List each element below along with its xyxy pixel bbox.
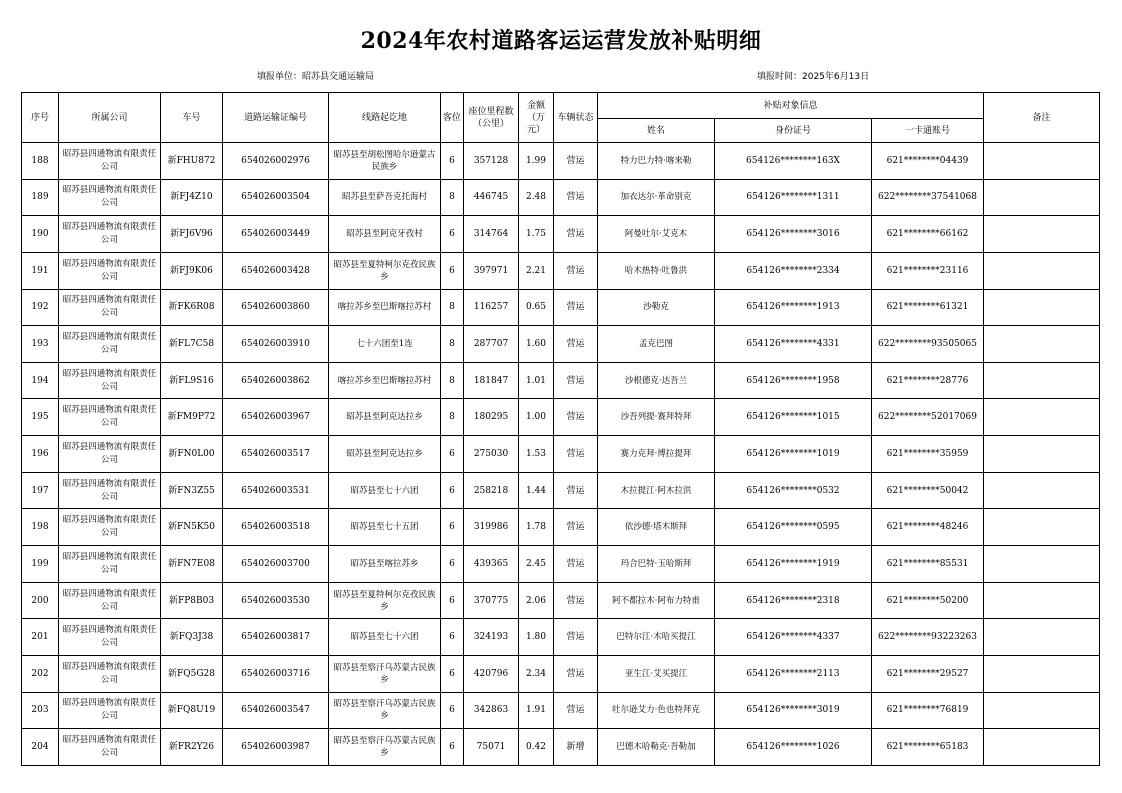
cell-remark (984, 729, 1100, 766)
cell-name: 吐尔逊艾力·色也特拜克 (598, 692, 715, 729)
cell-mileage: 342863 (464, 692, 519, 729)
cell-route: 昭苏县至阿克达拉乡 (329, 399, 441, 436)
cell-status: 营运 (554, 179, 598, 216)
cell-id: 654126********4337 (715, 619, 872, 656)
cell-id: 654126********0532 (715, 472, 872, 509)
cell-name: 孟克巴图 (598, 326, 715, 363)
header-id: 身份证号 (715, 119, 872, 143)
cell-remark (984, 509, 1100, 546)
cell-seq: 188 (22, 143, 59, 180)
cell-plate: 新FN0L00 (161, 436, 223, 473)
cell-permit: 654026003428 (223, 252, 329, 289)
cell-company: 昭苏县四通物流有限责任公司 (59, 179, 161, 216)
cell-status: 营运 (554, 619, 598, 656)
cell-amount: 1.91 (519, 692, 554, 729)
cell-status: 营运 (554, 692, 598, 729)
table-row (22, 326, 1100, 363)
cell-remark (984, 472, 1100, 509)
cell-seq: 195 (22, 399, 59, 436)
cell-account: 621********50042 (872, 472, 984, 509)
cell-company: 昭苏县四通物流有限责任公司 (59, 692, 161, 729)
table-row (22, 216, 1100, 253)
cell-permit: 654026003716 (223, 655, 329, 692)
cell-company: 昭苏县四通物流有限责任公司 (59, 655, 161, 692)
cell-id: 654126********0595 (715, 509, 872, 546)
cell-route: 喀拉苏乡至巴斯喀拉苏村 (329, 362, 441, 399)
cell-seq: 197 (22, 472, 59, 509)
table-row (22, 655, 1100, 692)
cell-seats: 6 (441, 729, 464, 766)
cell-name: 阿不都拉木·阿布力特甫 (598, 582, 715, 619)
cell-route: 昭苏县至胡松图哈尔逊蒙古民族乡 (329, 143, 441, 180)
cell-name: 玛合巴特·玉哈斯拜 (598, 546, 715, 583)
cell-company: 昭苏县四通物流有限责任公司 (59, 362, 161, 399)
cell-seats: 6 (441, 509, 464, 546)
cell-remark (984, 546, 1100, 583)
cell-account: 621********48246 (872, 509, 984, 546)
cell-seq: 194 (22, 362, 59, 399)
cell-mileage: 370775 (464, 582, 519, 619)
cell-permit: 654026003547 (223, 692, 329, 729)
cell-remark (984, 582, 1100, 619)
table-row (22, 143, 1100, 180)
cell-seq: 189 (22, 179, 59, 216)
cell-plate: 新FP8B03 (161, 582, 223, 619)
cell-seats: 6 (441, 655, 464, 692)
cell-plate: 新FQ8U19 (161, 692, 223, 729)
table-row (22, 729, 1100, 766)
cell-id: 654126********2318 (715, 582, 872, 619)
cell-mileage: 420796 (464, 655, 519, 692)
cell-id: 654126********4331 (715, 326, 872, 363)
cell-seq: 198 (22, 509, 59, 546)
cell-mileage: 180295 (464, 399, 519, 436)
cell-route: 昭苏县至七十五团 (329, 509, 441, 546)
cell-permit: 654026003700 (223, 546, 329, 583)
cell-name: 亚生江·艾买提江 (598, 655, 715, 692)
cell-seats: 6 (441, 546, 464, 583)
cell-seq: 192 (22, 289, 59, 326)
cell-id: 654126********3019 (715, 692, 872, 729)
cell-seq: 191 (22, 252, 59, 289)
table-row (22, 546, 1100, 583)
cell-route: 喀拉苏乡至巴斯喀拉苏村 (329, 289, 441, 326)
cell-seq: 204 (22, 729, 59, 766)
cell-seq: 201 (22, 619, 59, 656)
cell-seq: 196 (22, 436, 59, 473)
cell-id: 654126********1311 (715, 179, 872, 216)
header-permit: 道路运输证编号 (223, 93, 329, 143)
cell-plate: 新FQ5G28 (161, 655, 223, 692)
cell-remark (984, 216, 1100, 253)
cell-status: 营运 (554, 362, 598, 399)
cell-route: 昭苏县至夏特柯尔克孜民族乡 (329, 252, 441, 289)
cell-amount: 2.34 (519, 655, 554, 692)
cell-account: 621********61321 (872, 289, 984, 326)
cell-mileage: 116257 (464, 289, 519, 326)
cell-seats: 6 (441, 216, 464, 253)
cell-route: 昭苏县至阿克牙孜村 (329, 216, 441, 253)
header-account: 一卡通账号 (872, 119, 984, 143)
cell-plate: 新FK6R08 (161, 289, 223, 326)
cell-id: 654126********1019 (715, 436, 872, 473)
cell-name: 加衣达尔·革命别克 (598, 179, 715, 216)
table-row (22, 692, 1100, 729)
cell-account: 621********76819 (872, 692, 984, 729)
header-recipient: 补贴对象信息 (598, 93, 984, 119)
cell-seq: 193 (22, 326, 59, 363)
reporting-unit: 填报单位：昭苏县交通运输局 (257, 72, 375, 82)
cell-seq: 200 (22, 582, 59, 619)
cell-id: 654126********1026 (715, 729, 872, 766)
table-row (22, 179, 1100, 216)
cell-company: 昭苏县四通物流有限责任公司 (59, 436, 161, 473)
cell-company: 昭苏县四通物流有限责任公司 (59, 619, 161, 656)
cell-route: 昭苏县至七十六团 (329, 472, 441, 509)
cell-account: 621********29527 (872, 655, 984, 692)
table-row (22, 252, 1100, 289)
table-row (22, 509, 1100, 546)
header-remark: 备注 (984, 93, 1100, 143)
cell-company: 昭苏县四通物流有限责任公司 (59, 582, 161, 619)
cell-company: 昭苏县四通物流有限责任公司 (59, 472, 161, 509)
cell-amount: 1.44 (519, 472, 554, 509)
cell-permit: 654026003967 (223, 399, 329, 436)
cell-permit: 654026003817 (223, 619, 329, 656)
cell-status: 营运 (554, 582, 598, 619)
cell-mileage: 446745 (464, 179, 519, 216)
cell-name: 沙根德克·达吾兰 (598, 362, 715, 399)
cell-id: 654126********1015 (715, 399, 872, 436)
cell-route: 昭苏县至萨吾克托海村 (329, 179, 441, 216)
cell-account: 621********23116 (872, 252, 984, 289)
header-mileage: 座位里程数（公里） (464, 93, 519, 143)
cell-amount: 2.21 (519, 252, 554, 289)
cell-company: 昭苏县四通物流有限责任公司 (59, 143, 161, 180)
header-plate: 车号 (161, 93, 223, 143)
cell-route: 昭苏县至阿克达拉乡 (329, 436, 441, 473)
cell-status: 营运 (554, 326, 598, 363)
cell-status: 营运 (554, 509, 598, 546)
table-body (22, 143, 1100, 766)
cell-mileage: 397971 (464, 252, 519, 289)
subsidy-table (21, 92, 1100, 766)
cell-seats: 6 (441, 582, 464, 619)
cell-permit: 654026003504 (223, 179, 329, 216)
cell-amount: 1.01 (519, 362, 554, 399)
cell-seats: 8 (441, 399, 464, 436)
cell-company: 昭苏县四通物流有限责任公司 (59, 289, 161, 326)
cell-company: 昭苏县四通物流有限责任公司 (59, 546, 161, 583)
cell-amount: 0.42 (519, 729, 554, 766)
cell-mileage: 357128 (464, 143, 519, 180)
cell-route: 昭苏县至察汗乌苏蒙古民族乡 (329, 655, 441, 692)
cell-id: 654126********1913 (715, 289, 872, 326)
cell-plate: 新FN3Z55 (161, 472, 223, 509)
cell-id: 654126********163X (715, 143, 872, 180)
cell-seats: 6 (441, 692, 464, 729)
cell-company: 昭苏县四通物流有限责任公司 (59, 399, 161, 436)
cell-status: 营运 (554, 436, 598, 473)
cell-remark (984, 399, 1100, 436)
cell-status: 营运 (554, 399, 598, 436)
cell-plate: 新FL9S16 (161, 362, 223, 399)
cell-status: 营运 (554, 289, 598, 326)
cell-company: 昭苏县四通物流有限责任公司 (59, 729, 161, 766)
header-seq: 序号 (22, 93, 59, 143)
cell-remark (984, 619, 1100, 656)
table-row (22, 362, 1100, 399)
cell-remark (984, 436, 1100, 473)
cell-permit: 654026002976 (223, 143, 329, 180)
cell-plate: 新FQ3J38 (161, 619, 223, 656)
cell-account: 621********66162 (872, 216, 984, 253)
cell-account: 621********35959 (872, 436, 984, 473)
page-title: 2024年农村道路客运运营发放补贴明细 (360, 28, 762, 54)
table-row (22, 619, 1100, 656)
cell-seats: 8 (441, 326, 464, 363)
header-status: 车辆状态 (554, 93, 598, 143)
cell-company: 昭苏县四通物流有限责任公司 (59, 326, 161, 363)
cell-status: 新增 (554, 729, 598, 766)
header-route: 线路起讫地 (329, 93, 441, 143)
cell-seq: 203 (22, 692, 59, 729)
cell-seats: 6 (441, 143, 464, 180)
cell-remark (984, 289, 1100, 326)
header-name: 姓名 (598, 119, 715, 143)
cell-name: 沙勒克 (598, 289, 715, 326)
cell-permit: 654026003517 (223, 436, 329, 473)
cell-route: 昭苏县至察汗乌苏蒙古民族乡 (329, 729, 441, 766)
cell-permit: 654026003530 (223, 582, 329, 619)
cell-name: 沙吾列提·赛拜特拜 (598, 399, 715, 436)
header-company: 所属公司 (59, 93, 161, 143)
cell-permit: 654026003862 (223, 362, 329, 399)
cell-mileage: 319986 (464, 509, 519, 546)
cell-status: 营运 (554, 216, 598, 253)
cell-name: 木拉提江·阿木拉洪 (598, 472, 715, 509)
cell-mileage: 75071 (464, 729, 519, 766)
cell-company: 昭苏县四通物流有限责任公司 (59, 509, 161, 546)
cell-remark (984, 143, 1100, 180)
reporting-date: 填报时间：2025年6月13日 (757, 72, 870, 82)
cell-plate: 新FJ9K06 (161, 252, 223, 289)
cell-id: 654126********2334 (715, 252, 872, 289)
cell-remark (984, 692, 1100, 729)
cell-name: 巴德木哈勒克·吾勒加 (598, 729, 715, 766)
cell-name: 特力巴力特·喀来勒 (598, 143, 715, 180)
cell-amount: 2.06 (519, 582, 554, 619)
cell-name: 依沙德·塔木斯拜 (598, 509, 715, 546)
cell-seats: 8 (441, 289, 464, 326)
cell-mileage: 275030 (464, 436, 519, 473)
cell-status: 营运 (554, 252, 598, 289)
cell-permit: 654026003910 (223, 326, 329, 363)
cell-mileage: 287707 (464, 326, 519, 363)
cell-permit: 654026003860 (223, 289, 329, 326)
cell-status: 营运 (554, 655, 598, 692)
cell-seats: 6 (441, 619, 464, 656)
cell-mileage: 258218 (464, 472, 519, 509)
cell-account: 621********04439 (872, 143, 984, 180)
cell-route: 昭苏县至察汗乌苏蒙古民族乡 (329, 692, 441, 729)
cell-account: 621********28776 (872, 362, 984, 399)
cell-amount: 1.00 (519, 399, 554, 436)
cell-amount: 1.80 (519, 619, 554, 656)
cell-route: 昭苏县至夏特柯尔克孜民族乡 (329, 582, 441, 619)
header-seats: 客位 (441, 93, 464, 143)
cell-seq: 199 (22, 546, 59, 583)
cell-account: 622********52017069 (872, 399, 984, 436)
cell-amount: 1.75 (519, 216, 554, 253)
cell-mileage: 314764 (464, 216, 519, 253)
cell-plate: 新FN7E08 (161, 546, 223, 583)
cell-amount: 2.48 (519, 179, 554, 216)
cell-remark (984, 179, 1100, 216)
cell-name: 巴特尔江·木哈买提江 (598, 619, 715, 656)
cell-remark (984, 655, 1100, 692)
cell-company: 昭苏县四通物流有限责任公司 (59, 252, 161, 289)
table-row (22, 582, 1100, 619)
cell-permit: 654026003518 (223, 509, 329, 546)
cell-route: 七十六团至1连 (329, 326, 441, 363)
cell-remark (984, 252, 1100, 289)
table-row (22, 436, 1100, 473)
cell-id: 654126********1919 (715, 546, 872, 583)
table-row (22, 289, 1100, 326)
cell-account: 621********85531 (872, 546, 984, 583)
cell-id: 654126********3016 (715, 216, 872, 253)
cell-mileage: 324193 (464, 619, 519, 656)
cell-amount: 0.65 (519, 289, 554, 326)
cell-seats: 8 (441, 179, 464, 216)
cell-permit: 654026003987 (223, 729, 329, 766)
cell-amount: 1.78 (519, 509, 554, 546)
cell-name: 哈木热特·吐鲁洪 (598, 252, 715, 289)
cell-plate: 新FJ4Z10 (161, 179, 223, 216)
cell-route: 昭苏县至喀拉苏乡 (329, 546, 441, 583)
table-row (22, 399, 1100, 436)
cell-account: 621********50200 (872, 582, 984, 619)
cell-seats: 8 (441, 362, 464, 399)
cell-plate: 新FR2Y26 (161, 729, 223, 766)
cell-route: 昭苏县至七十六团 (329, 619, 441, 656)
cell-plate: 新FL7C58 (161, 326, 223, 363)
cell-account: 622********93505065 (872, 326, 984, 363)
cell-status: 营运 (554, 143, 598, 180)
cell-account: 622********37541068 (872, 179, 984, 216)
cell-amount: 1.53 (519, 436, 554, 473)
cell-id: 654126********1958 (715, 362, 872, 399)
cell-mileage: 181847 (464, 362, 519, 399)
table-row (22, 472, 1100, 509)
cell-amount: 2.45 (519, 546, 554, 583)
cell-permit: 654026003531 (223, 472, 329, 509)
cell-seq: 202 (22, 655, 59, 692)
cell-name: 赛力克拜·博拉提拜 (598, 436, 715, 473)
cell-company: 昭苏县四通物流有限责任公司 (59, 216, 161, 253)
cell-mileage: 439365 (464, 546, 519, 583)
cell-plate: 新FHU872 (161, 143, 223, 180)
cell-plate: 新FJ6V96 (161, 216, 223, 253)
cell-account: 622********93223263 (872, 619, 984, 656)
cell-status: 营运 (554, 472, 598, 509)
cell-seats: 6 (441, 252, 464, 289)
cell-remark (984, 326, 1100, 363)
cell-name: 阿曼吐尔·艾克木 (598, 216, 715, 253)
cell-seats: 6 (441, 472, 464, 509)
cell-seats: 6 (441, 436, 464, 473)
cell-plate: 新FM9P72 (161, 399, 223, 436)
cell-plate: 新FN5K50 (161, 509, 223, 546)
cell-account: 621********65183 (872, 729, 984, 766)
cell-seq: 190 (22, 216, 59, 253)
cell-amount: 1.99 (519, 143, 554, 180)
cell-permit: 654026003449 (223, 216, 329, 253)
header-amount: 金额（万元） (519, 93, 554, 143)
cell-status: 营运 (554, 546, 598, 583)
cell-amount: 1.60 (519, 326, 554, 363)
cell-id: 654126********2113 (715, 655, 872, 692)
cell-remark (984, 362, 1100, 399)
